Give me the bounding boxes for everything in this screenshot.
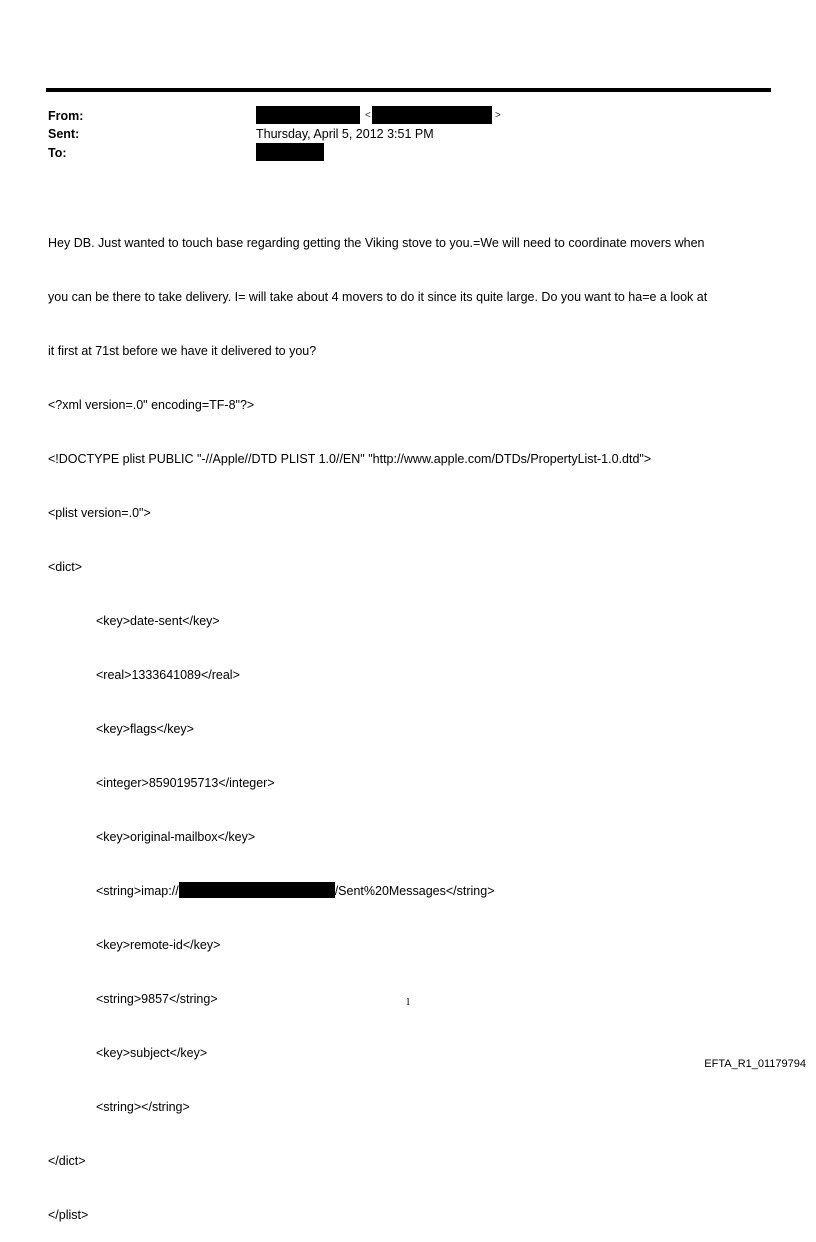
imap-prefix: <string>imap:// xyxy=(96,884,179,898)
from-label: From: xyxy=(48,109,84,123)
closing-line-dict: </dict> xyxy=(48,1154,86,1168)
dict-line-5: <key>original-mailbox</key> xyxy=(96,830,256,844)
plist-line-plist-open: <plist version=.0"> xyxy=(48,506,151,520)
plist-line-doctype: <!DOCTYPE plist PUBLIC "-//Apple//DTD PLIST 1.0//EN" "http://www.apple.com/DTDs/PropertyList-1.0.dtd"> xyxy=(48,452,652,466)
dict-line-after-3: <key>subject</key> xyxy=(96,1046,208,1060)
imap-host-redaction xyxy=(179,882,335,898)
message-line-1: Hey DB. Just wanted to touch base regarding getting the Viking stove to you.=We will need to coordinate movers when xyxy=(48,236,705,250)
plist-line-dict-open: <dict> xyxy=(48,560,83,574)
message-line-2: you can be there to take delivery. I= will take about 4 movers to do it since its quite large. Do you want to ha=e a look at xyxy=(48,290,708,304)
dict-line-4: <integer>8590195713</integer> xyxy=(96,776,275,790)
to-redaction xyxy=(256,143,324,161)
dict-line-after-4: <string></string> xyxy=(96,1100,190,1114)
header-rule xyxy=(46,88,771,92)
dict-line-after-1: <key>remote-id</key> xyxy=(96,938,221,952)
dict-line-3: <key>flags</key> xyxy=(96,722,194,736)
from-close-bracket: > xyxy=(495,110,501,121)
message-line-3: it first at 71st before we have it delivered to you? xyxy=(48,344,317,358)
from-name-redaction xyxy=(256,106,360,124)
imap-suffix: /Sent%20Messages</string> xyxy=(334,884,495,898)
plist-line-xml: <?xml version=.0" encoding=TF-8"?> xyxy=(48,398,255,412)
closing-line-plist: </plist> xyxy=(48,1208,89,1222)
bates-number: EFTA_R1_01179794 xyxy=(704,1058,806,1070)
page-number: 1 xyxy=(405,997,411,1008)
email-body xyxy=(48,198,768,1242)
imap-line xyxy=(48,882,768,900)
dict-line-2: <real>1333641089</real> xyxy=(96,668,240,682)
from-email-redaction xyxy=(372,106,492,124)
dict-line-after-2: <string>9857</string> xyxy=(96,992,218,1006)
dict-line-1: <key>date-sent</key> xyxy=(96,614,220,628)
sent-value: Thursday, April 5, 2012 3:51 PM xyxy=(256,127,434,141)
sent-label: Sent: xyxy=(48,127,80,141)
from-open-bracket: < xyxy=(365,110,371,121)
to-label: To: xyxy=(48,146,67,160)
